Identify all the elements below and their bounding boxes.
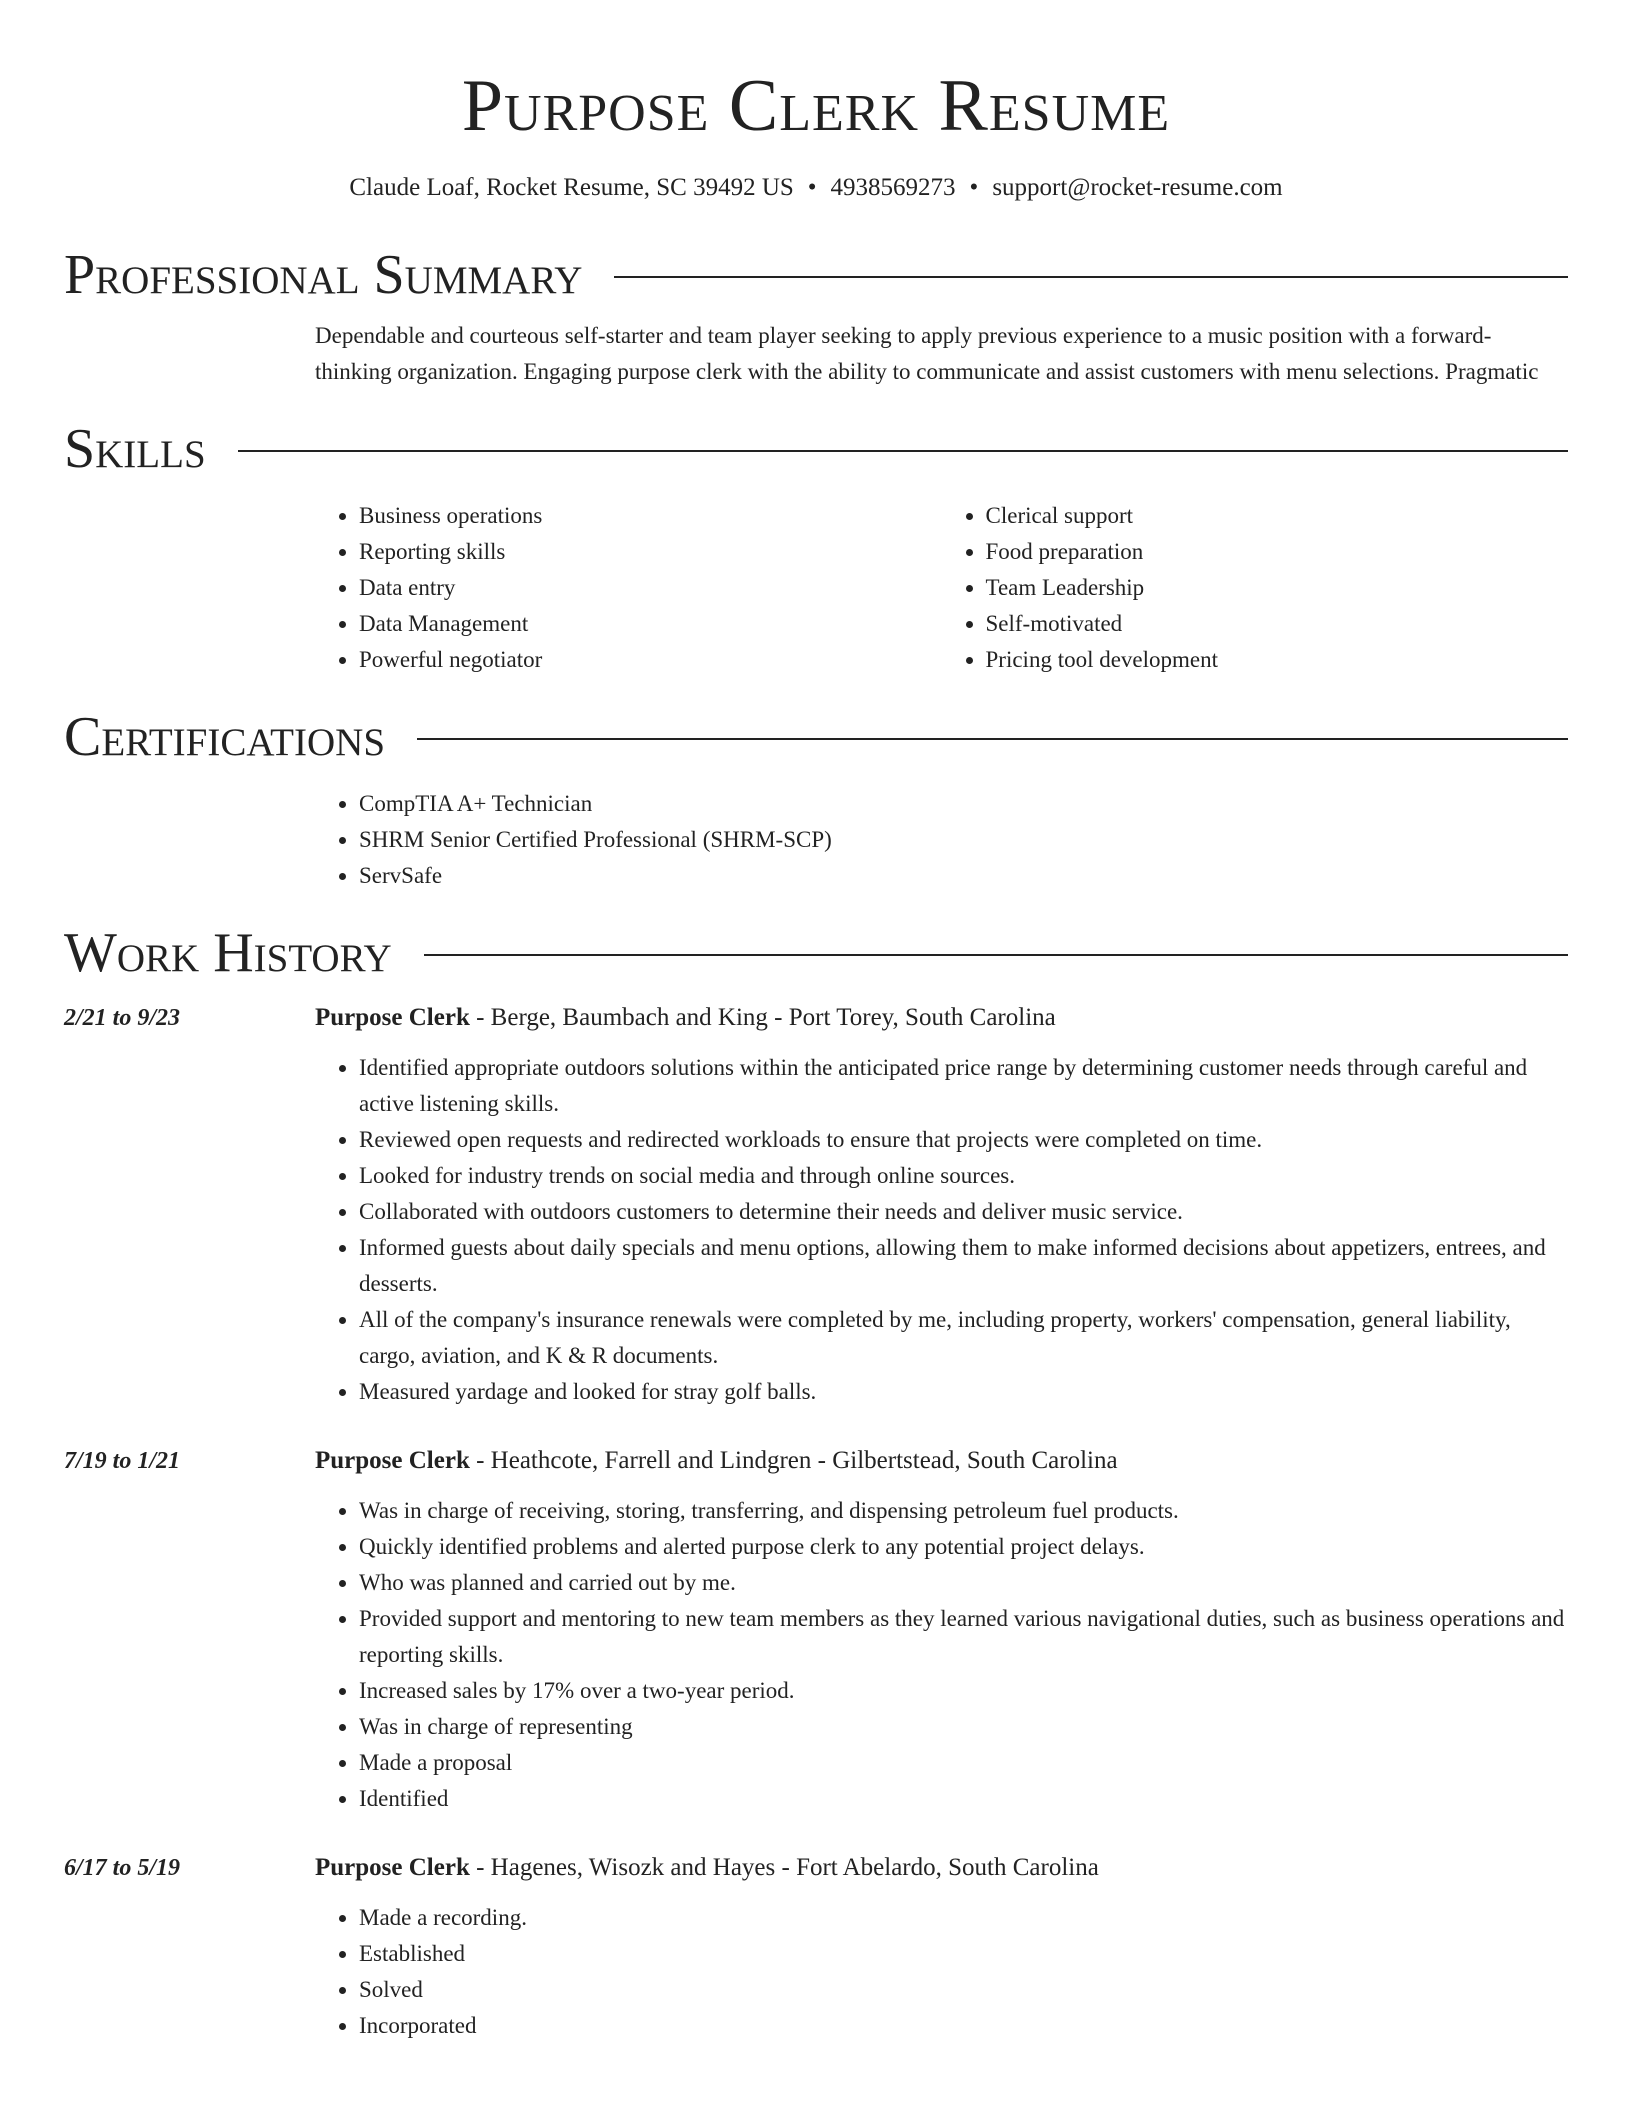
job-duty: • Was in charge of receiving, storing, transferring, and dispensing petroleum fuel products. [359, 1493, 1568, 1529]
job-duty: • Informed guests about daily specials and menu options, allowing them to make informed decisions about appetizers, entrees, and desserts. [359, 1230, 1568, 1302]
job-duty: • Quickly identified problems and alerted purpose clerk to any potential project delays. [359, 1529, 1568, 1565]
contact-email: support@rocket-resume.com [992, 174, 1283, 201]
job-duty: • All of the company's insurance renewals were completed by me, including property, workers' compensation, general liability, cargo, aviation, and K & R documents. [359, 1302, 1568, 1374]
contact-line [64, 172, 1568, 204]
job-duty: • Reviewed open requests and redirected workloads to ensure that projects were completed on time. [359, 1122, 1568, 1158]
job-duty: • Made a proposal [359, 1745, 1568, 1781]
job-duty: • Established [359, 1936, 1568, 1972]
job-duty: • Increased sales by 17% over a two-year period. [359, 1673, 1568, 1709]
certification-item: • ServSafe [359, 858, 1568, 894]
job-title-line [315, 1000, 1568, 1036]
skill-item: • Team Leadership [986, 570, 1569, 606]
summary-text: Dependable and courteous self-starter and team player seeking to apply previous experience to a music position with a forward-thinking organization. Engaging purpose clerk with the ability to communicate and assist customers with menu selections. Pragmatic [315, 323, 1539, 384]
skills-list-right [942, 498, 1569, 678]
job-duty: • Incorporated [359, 2008, 1568, 2044]
skills-block [315, 498, 1568, 678]
section-header-skills [64, 416, 1568, 482]
contact-address: Claude Loaf, Rocket Resume, SC 39492 US [349, 174, 794, 201]
job-duties-list [315, 1493, 1568, 1817]
job-dates: 2/21 to 9/23 [64, 1005, 181, 1031]
section-header-work-history [64, 920, 1568, 986]
section-title-certifications: Certifications [64, 706, 386, 768]
certifications-block [315, 786, 1568, 894]
job-duty: • Provided support and mentoring to new team members as they learned various navigational duties, such as business operations and reporting skills. [359, 1601, 1568, 1673]
job-duties-list [315, 1050, 1568, 1410]
job-employer: - Hagenes, Wisozk and Hayes - Fort Abelardo, South Carolina [469, 1854, 1099, 1881]
job-duty: • Was in charge of representing [359, 1709, 1568, 1745]
skill-item: • Data entry [359, 570, 942, 606]
job-dates: 6/17 to 5/19 [64, 1855, 181, 1881]
job-title-line [315, 1443, 1568, 1479]
job-employer: - Heathcote, Farrell and Lindgren - Gilbertstead, South Carolina [469, 1447, 1118, 1474]
section-title-skills: Skills [64, 418, 206, 480]
skills-list-left [315, 498, 942, 678]
job-duty: • Identified appropriate outdoors solutions within the anticipated price range by determining customer needs through careful and active listening skills. [359, 1050, 1568, 1122]
job-title-line [315, 1850, 1568, 1886]
job-duty: • Collaborated with outdoors customers to determine their needs and deliver music service. [359, 1194, 1568, 1230]
certifications-list [315, 786, 1568, 894]
skill-item: • Pricing tool development [986, 642, 1569, 678]
job-employer: - Berge, Baumbach and King - Port Torey, South Carolina [469, 1004, 1056, 1031]
job-duty: • Solved [359, 1972, 1568, 2008]
job-entry [64, 1443, 1568, 1817]
job-duty: • Made a recording. [359, 1900, 1568, 1936]
section-header-certifications [64, 704, 1568, 770]
section-divider [614, 276, 1568, 278]
job-duty: • Who was planned and carried out by me. [359, 1565, 1568, 1601]
contact-phone: 4938569273 [830, 174, 956, 201]
contact-separator: • [807, 174, 817, 201]
section-divider [424, 954, 1568, 956]
skill-item: • Reporting skills [359, 534, 942, 570]
job-entry [64, 1850, 1568, 2044]
section-title-summary: Professional Summary [64, 244, 583, 306]
skill-item: • Powerful negotiator [359, 642, 942, 678]
job-title: Purpose Clerk [315, 1447, 470, 1474]
job-duty: • Looked for industry trends on social media and through online sources. [359, 1158, 1568, 1194]
job-duties-list [315, 1900, 1568, 2044]
skill-item: • Self-motivated [986, 606, 1569, 642]
skill-item: • Food preparation [986, 534, 1569, 570]
job-title: Purpose Clerk [315, 1854, 470, 1881]
resume-title: Purpose Clerk Resume [461, 65, 1171, 147]
job-dates: 7/19 to 1/21 [64, 1448, 181, 1474]
summary-block [315, 318, 1568, 390]
section-title-work-history: Work History [64, 922, 392, 984]
job-duty: • Identified [359, 1781, 1568, 1817]
section-divider [417, 738, 1568, 740]
job-duty: • Measured yardage and looked for stray golf balls. [359, 1374, 1568, 1410]
work-history-block [64, 1000, 1568, 2044]
skill-item: • Data Management [359, 606, 942, 642]
contact-separator: • [969, 174, 979, 201]
job-title: Purpose Clerk [315, 1004, 470, 1031]
certification-item: • CompTIA A+ Technician [359, 786, 1568, 822]
job-entry [64, 1000, 1568, 1410]
skill-item: • Business operations [359, 498, 942, 534]
section-header-summary [64, 242, 1568, 308]
certification-item: • SHRM Senior Certified Professional (SHRM-SCP) [359, 822, 1568, 858]
skill-item: • Clerical support [986, 498, 1569, 534]
section-divider [238, 450, 1568, 452]
